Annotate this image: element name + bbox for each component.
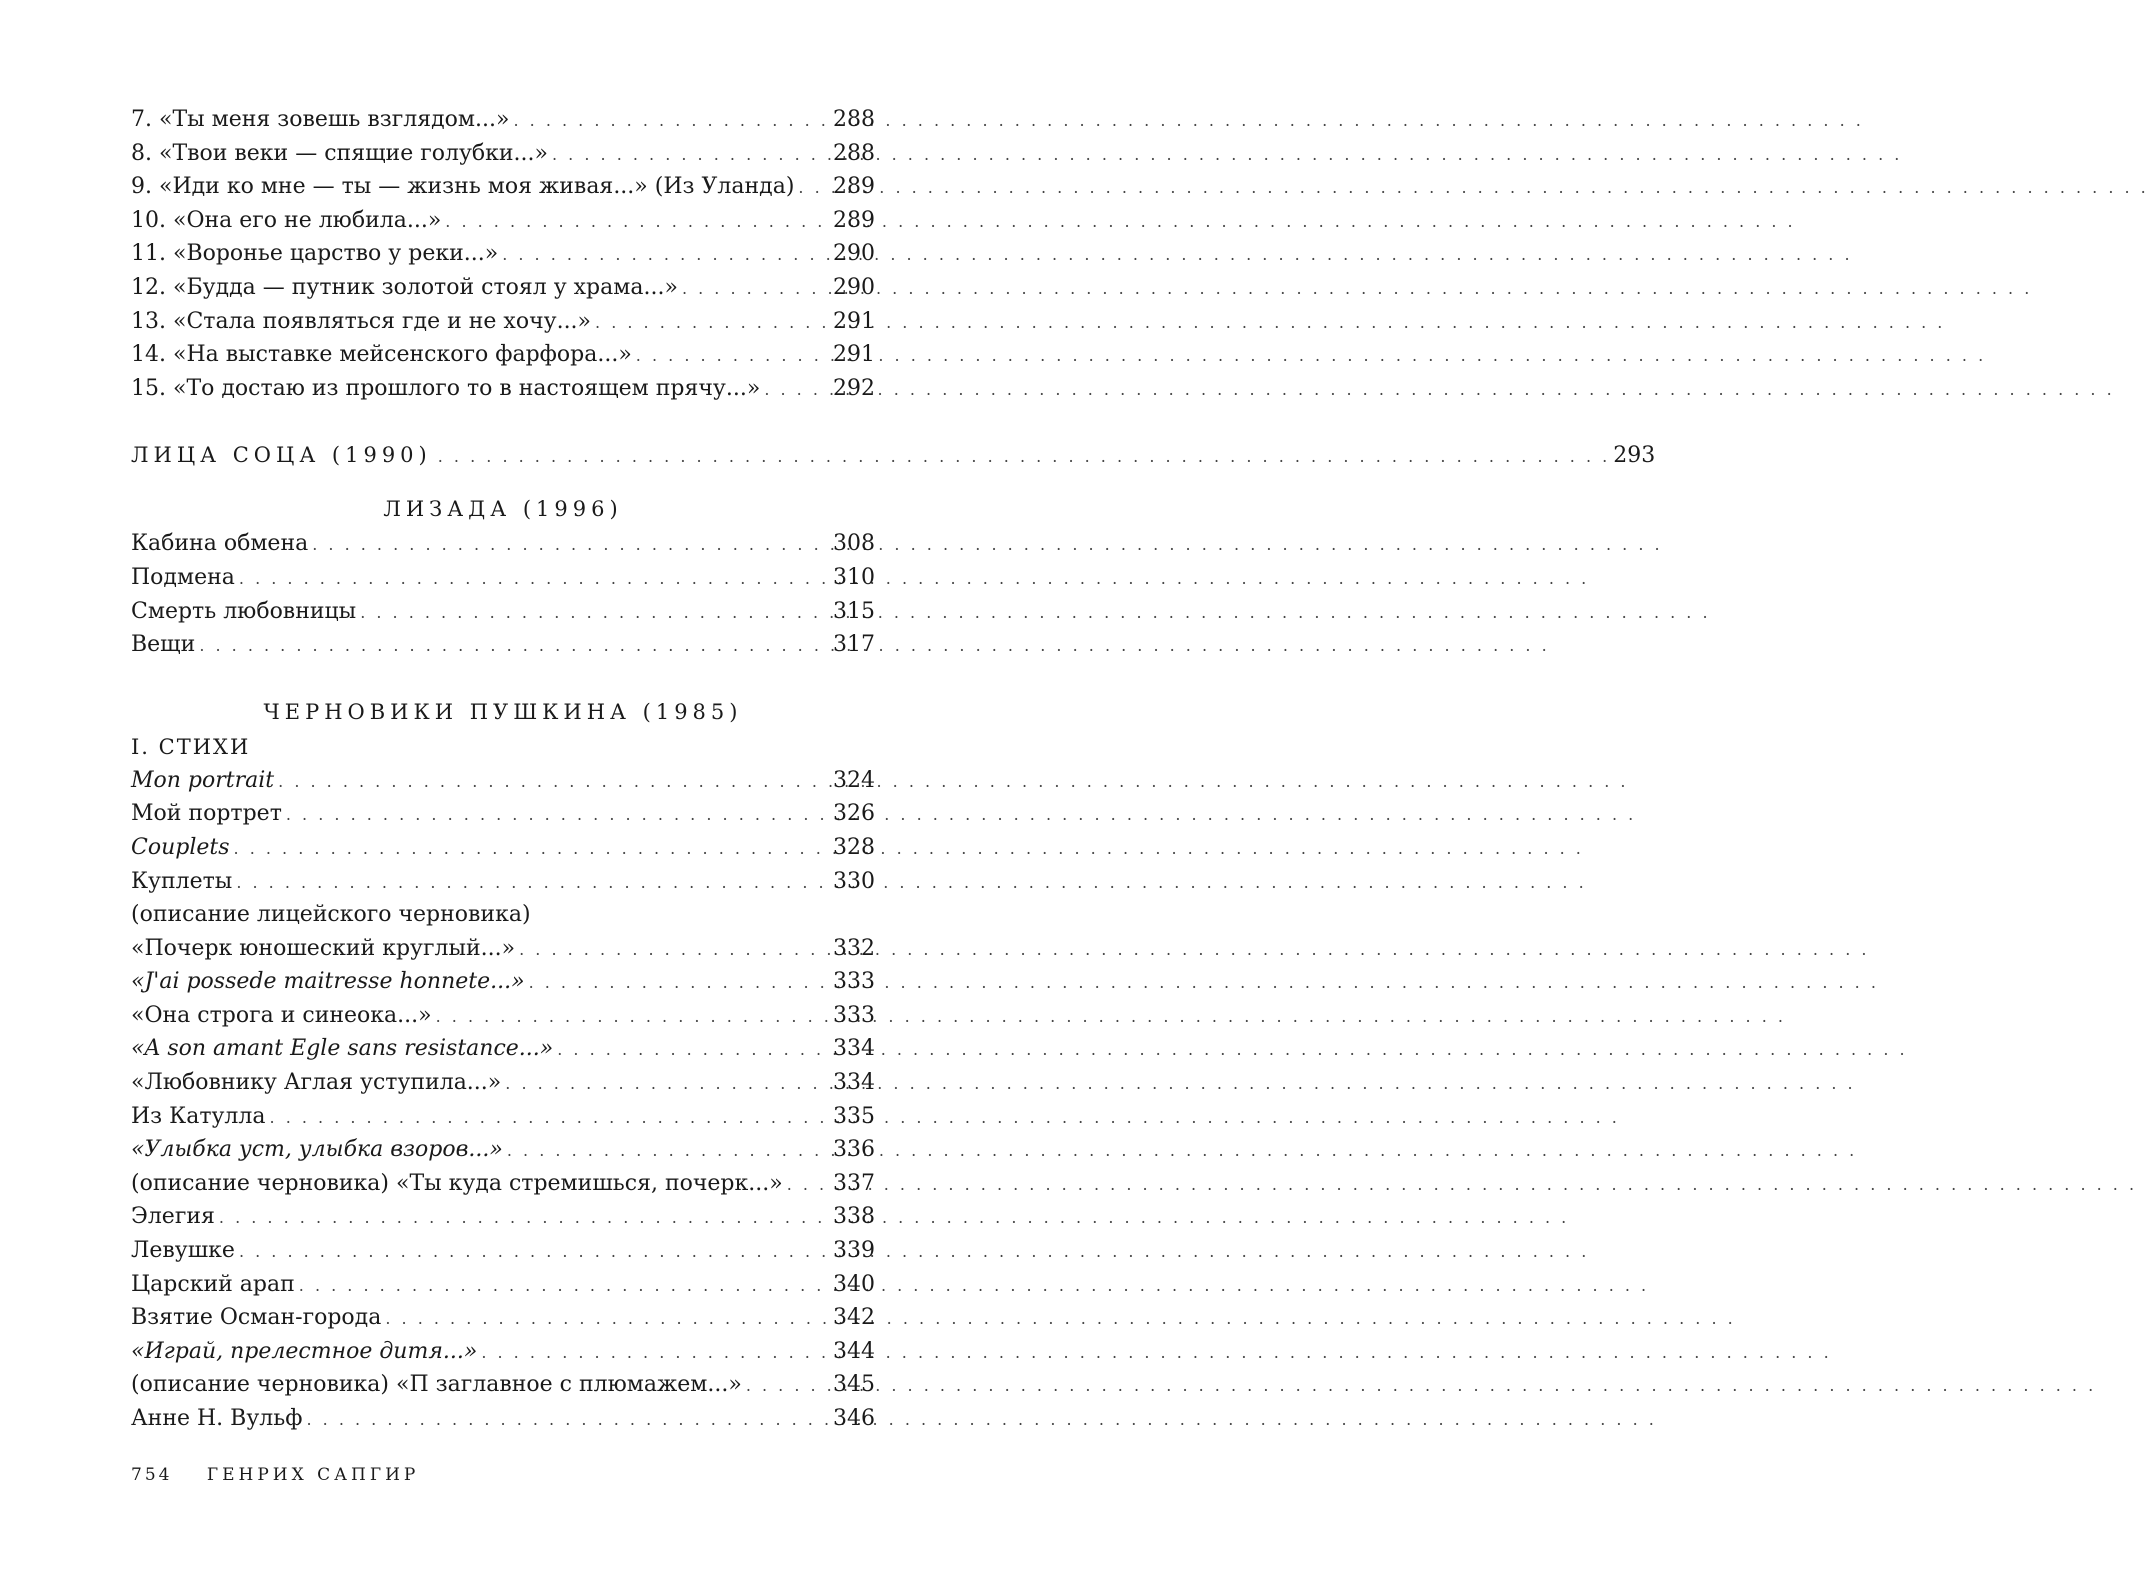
toc-entry: [131, 305, 875, 339]
dot-leader: [219, 1201, 829, 1235]
dot-leader: [507, 1134, 829, 1168]
entry-title: Кабина обмена: [131, 531, 309, 557]
entry-title: «Любовнику Аглая уступила...»: [131, 1070, 502, 1096]
entry-page: 334: [833, 1036, 875, 1062]
entry-title: Элегия: [131, 1204, 215, 1230]
dot-leader: [682, 272, 829, 306]
toc-entry: [131, 1234, 875, 1268]
toc-entry: [131, 1167, 875, 1201]
entry-page: 308: [833, 531, 875, 557]
entry-page: 289: [833, 174, 875, 200]
dot-leader: [236, 866, 829, 900]
entry-title: «Она строга и синеока...»: [131, 1002, 432, 1028]
entry-title: Couplets: [131, 834, 230, 860]
entry-page: 342: [833, 1305, 875, 1331]
entry-page: 346: [833, 1406, 875, 1431]
entry-title: (описание черновика) «Ты куда стремишься, почерк...»: [131, 1170, 783, 1196]
dot-leader: [438, 439, 1607, 475]
toc-entry: [131, 338, 875, 372]
dot-leader: [199, 629, 829, 663]
dot-leader: [502, 238, 829, 272]
entry-title: 13. «Стала появляться где и не хочу...»: [131, 308, 592, 334]
entry-title: Левушке: [131, 1238, 235, 1264]
entry-title: Mon portrait: [131, 767, 275, 793]
toc-entry: [131, 1368, 875, 1402]
entry-page: 333: [833, 969, 875, 995]
toc-entry: [131, 1402, 875, 1436]
entry-page: 290: [833, 241, 875, 267]
entry-page: 344: [833, 1338, 875, 1364]
entry-page: 310: [833, 564, 875, 590]
toc-entry: [131, 1335, 875, 1369]
toc-entry: [131, 1066, 875, 1100]
page-number: 754: [131, 1465, 173, 1485]
dot-leader: [385, 1302, 829, 1336]
entry-title: Вещи: [131, 632, 196, 658]
entry-page: 328: [833, 834, 875, 860]
entry-page: 288: [833, 140, 875, 166]
section-chernoviki-heading: ЧЕРНОВИКИ ПУШКИНА (1985): [263, 699, 743, 724]
dot-leader: [746, 1369, 829, 1403]
dot-leader: [481, 1336, 829, 1370]
entry-title: 12. «Будда — путник золотой стоял у храма...»: [131, 274, 678, 300]
entry-title: Смерть любовницы: [131, 598, 357, 624]
entry-page: 291: [833, 308, 875, 334]
dot-leader: [312, 528, 829, 562]
entry-title: «Почерк юношеский круглый...»: [131, 935, 516, 961]
toc-entry: [131, 797, 875, 831]
dot-leader: [764, 373, 829, 407]
entry-title: 15. «То достаю из прошлого то в настоящем прячу...»: [131, 375, 761, 401]
entry-page: 288: [833, 107, 875, 132]
section-page: 293: [1613, 443, 1656, 469]
entry-title: «J'ai possede maitresse honnete...»: [131, 969, 525, 995]
entry-page: 345: [833, 1372, 875, 1398]
toc-entry: [131, 237, 875, 271]
entry-title: Из Катулла: [131, 1103, 266, 1129]
entry-page: 330: [833, 868, 875, 894]
section-litsa-sotsa: [131, 437, 1656, 473]
entry-title: «A son amant Egle sans resistance...»: [131, 1036, 554, 1062]
subsection-heading: I. СТИХИ: [131, 734, 251, 759]
entry-page: 326: [833, 801, 875, 827]
entry-page: 336: [833, 1137, 875, 1163]
dot-leader: [595, 306, 829, 340]
toc-entry: [131, 1268, 875, 1302]
dot-leader: [787, 1168, 829, 1202]
dot-leader: [513, 104, 829, 138]
dot-leader: [299, 1269, 829, 1303]
dot-leader: [239, 1235, 829, 1269]
entry-title: 8. «Твои веки — спящие голубки...»: [131, 140, 548, 166]
dot-leader: [519, 933, 829, 967]
table-of-contents: [131, 103, 1656, 1436]
dot-leader: [445, 205, 829, 239]
toc-entry: [131, 372, 875, 406]
dot-leader: [234, 832, 829, 866]
entry-page: 337: [833, 1170, 875, 1196]
toc-entry: [131, 764, 875, 798]
dot-leader: [557, 1033, 829, 1067]
entry-page: 289: [833, 207, 875, 233]
entry-page: 291: [833, 342, 875, 368]
entry-page: 317: [833, 632, 875, 658]
toc-entry: [131, 170, 875, 204]
toc-entry: [131, 865, 875, 899]
dot-leader: [636, 339, 829, 373]
toc-entry: [131, 965, 875, 999]
toc-entry: [131, 595, 875, 629]
entry-page: 334: [833, 1070, 875, 1096]
dot-leader: [306, 1403, 829, 1437]
entry-page: 324: [833, 767, 875, 793]
toc-entry: [131, 271, 875, 305]
entry-page: 332: [833, 935, 875, 961]
toc-entry: [131, 999, 875, 1033]
toc-entry: [131, 831, 875, 865]
entry-title: 7. «Ты меня зовешь взглядом...»: [131, 107, 510, 132]
dot-leader: [798, 171, 829, 205]
entry-page: 290: [833, 274, 875, 300]
toc-entry: [131, 1301, 875, 1335]
section-title: ЛИЦА СОЦА (1990): [131, 443, 432, 468]
entry-title: 14. «На выставке мейсенского фарфора...»: [131, 342, 632, 368]
dot-leader: [239, 562, 829, 596]
toc-entry: [131, 932, 875, 966]
page-footer: [131, 1465, 419, 1485]
entry-title: 11. «Воронье царство у реки...»: [131, 241, 499, 267]
toc-entry: [131, 1100, 875, 1134]
entry-title: «Играй, прелестное дитя...»: [131, 1338, 478, 1364]
entry-page: 339: [833, 1238, 875, 1264]
entry-title: Взятие Осман-города: [131, 1305, 382, 1331]
entry-title: Анне Н. Вульф: [131, 1406, 303, 1431]
dot-leader: [505, 1067, 829, 1101]
entry-title: Подмена: [131, 564, 235, 590]
toc-entry: [131, 103, 875, 137]
dot-leader: [529, 966, 829, 1000]
toc-entry: [131, 1032, 875, 1066]
entry-title: Царский арап: [131, 1271, 295, 1297]
toc-entry: [131, 1133, 875, 1167]
toc-entry: [131, 527, 875, 561]
toc-entry: [131, 204, 875, 238]
dot-leader: [552, 138, 829, 172]
dot-leader: [278, 765, 829, 799]
entry-title: Куплеты: [131, 868, 233, 894]
entry-page: 335: [833, 1103, 875, 1129]
entry-page: 340: [833, 1271, 875, 1297]
section-lizada-heading: ЛИЗАДА (1996): [383, 497, 623, 522]
toc-entry: [131, 137, 875, 171]
dot-leader: [436, 1000, 829, 1034]
entry-page: 333: [833, 1002, 875, 1028]
toc-entry: [131, 628, 875, 662]
entry-title: 10. «Она его не любила...»: [131, 207, 442, 233]
entry-title: Мой портрет: [131, 801, 282, 827]
entry-title: «Улыбка уст, улыбка взоров...»: [131, 1137, 503, 1163]
entry-page: 315: [833, 598, 875, 624]
running-author: ГЕНРИХ САПГИР: [206, 1465, 420, 1485]
description-line: (описание лицейского черновика): [131, 902, 531, 928]
dot-leader: [360, 596, 829, 630]
entry-title: 9. «Иди ко мне — ты — жизнь моя живая...» (Из Уланда): [131, 174, 795, 200]
toc-entry: [131, 1200, 875, 1234]
dot-leader: [286, 798, 829, 832]
dot-leader: [270, 1101, 829, 1135]
entry-title: (описание черновика) «П заглавное с плюмажем...»: [131, 1372, 742, 1398]
toc-entry: [131, 561, 875, 595]
entry-page: 292: [833, 375, 875, 401]
entry-page: 338: [833, 1204, 875, 1230]
